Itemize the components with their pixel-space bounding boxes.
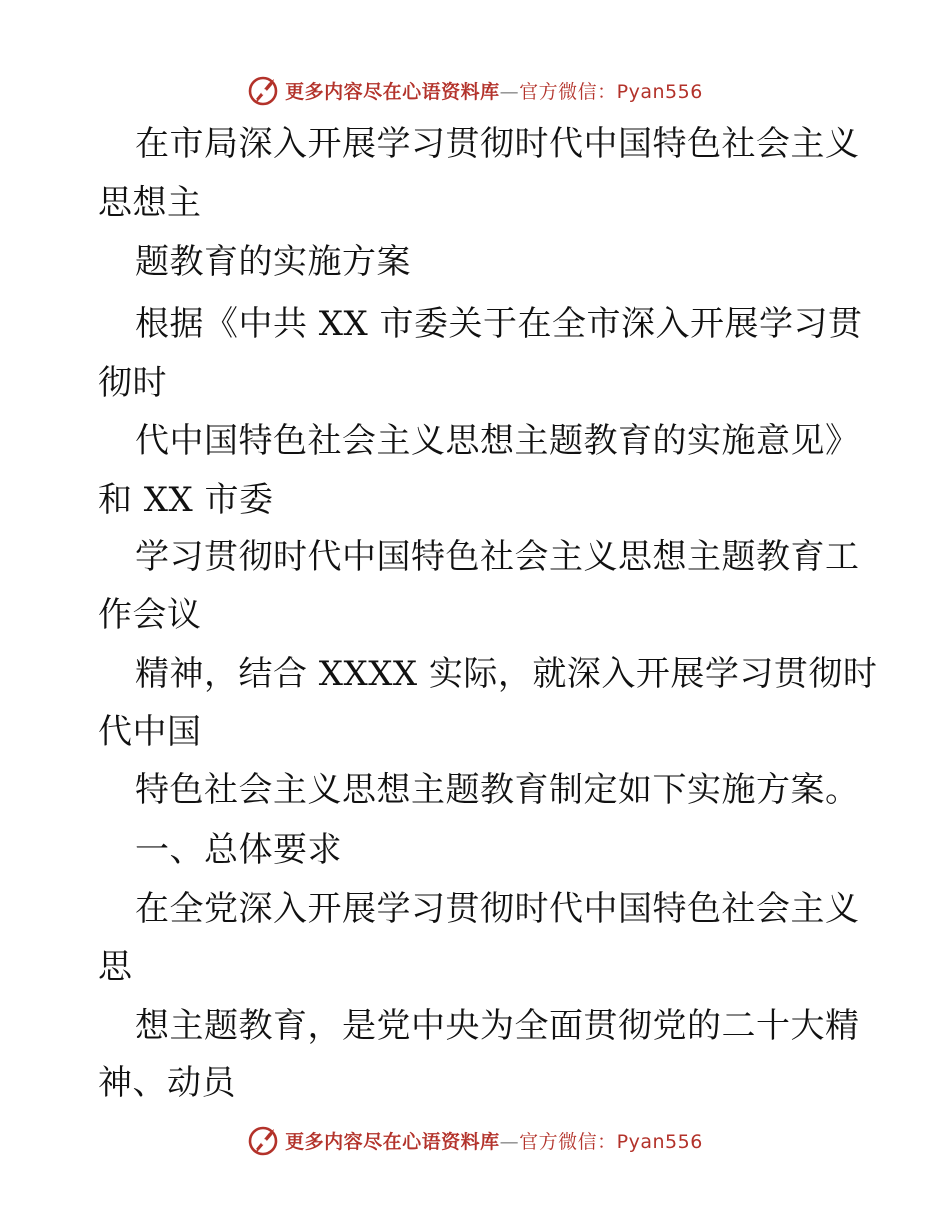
body-line: 作会议 bbox=[98, 595, 202, 635]
header-watermark bbox=[0, 68, 950, 112]
body-line: 思想主 bbox=[98, 183, 202, 223]
watermark-separator: — bbox=[499, 80, 520, 103]
body-line: 想主题教育，是党中央为全面贯彻党的二十大精 bbox=[135, 1006, 860, 1046]
pen-logo-icon bbox=[247, 73, 281, 107]
watermark-separator: — bbox=[499, 1130, 520, 1153]
body-line: 思 bbox=[98, 947, 133, 987]
section-heading: 一、总体要求 bbox=[135, 830, 342, 870]
body-line: 在市局深入开展学习贯彻时代中国特色社会主义 bbox=[135, 124, 860, 164]
body-line: 精神，结合 XXXX 实际，就深入开展学习贯彻时 bbox=[135, 654, 878, 694]
body-line: 学习贯彻时代中国特色社会主义思想主题教育工 bbox=[135, 537, 860, 577]
body-line: 根据《中共 XX 市委关于在全市深入开展学习贯 bbox=[135, 304, 863, 344]
body-line: 彻时 bbox=[98, 363, 167, 403]
watermark-main-text: 更多内容尽在心语资料库 bbox=[285, 1130, 500, 1153]
watermark-wechat-text: 官方微信：Pyan556 bbox=[519, 80, 703, 103]
body-line: 题教育的实施方案 bbox=[135, 242, 411, 282]
body-line: 和 XX 市委 bbox=[98, 480, 274, 520]
watermark-main-text: 更多内容尽在心语资料库 bbox=[285, 80, 500, 103]
pen-logo-icon bbox=[247, 1123, 281, 1157]
body-line: 代中国特色社会主义思想主题教育的实施意见》 bbox=[135, 421, 860, 461]
body-line: 代中国 bbox=[98, 712, 202, 752]
body-line: 在全党深入开展学习贯彻时代中国特色社会主义 bbox=[135, 889, 860, 929]
footer-watermark bbox=[0, 1118, 950, 1162]
body-line: 神、动员 bbox=[98, 1063, 236, 1103]
watermark-wechat-text: 官方微信：Pyan556 bbox=[519, 1130, 703, 1153]
body-line: 特色社会主义思想主题教育制定如下实施方案。 bbox=[135, 770, 860, 810]
